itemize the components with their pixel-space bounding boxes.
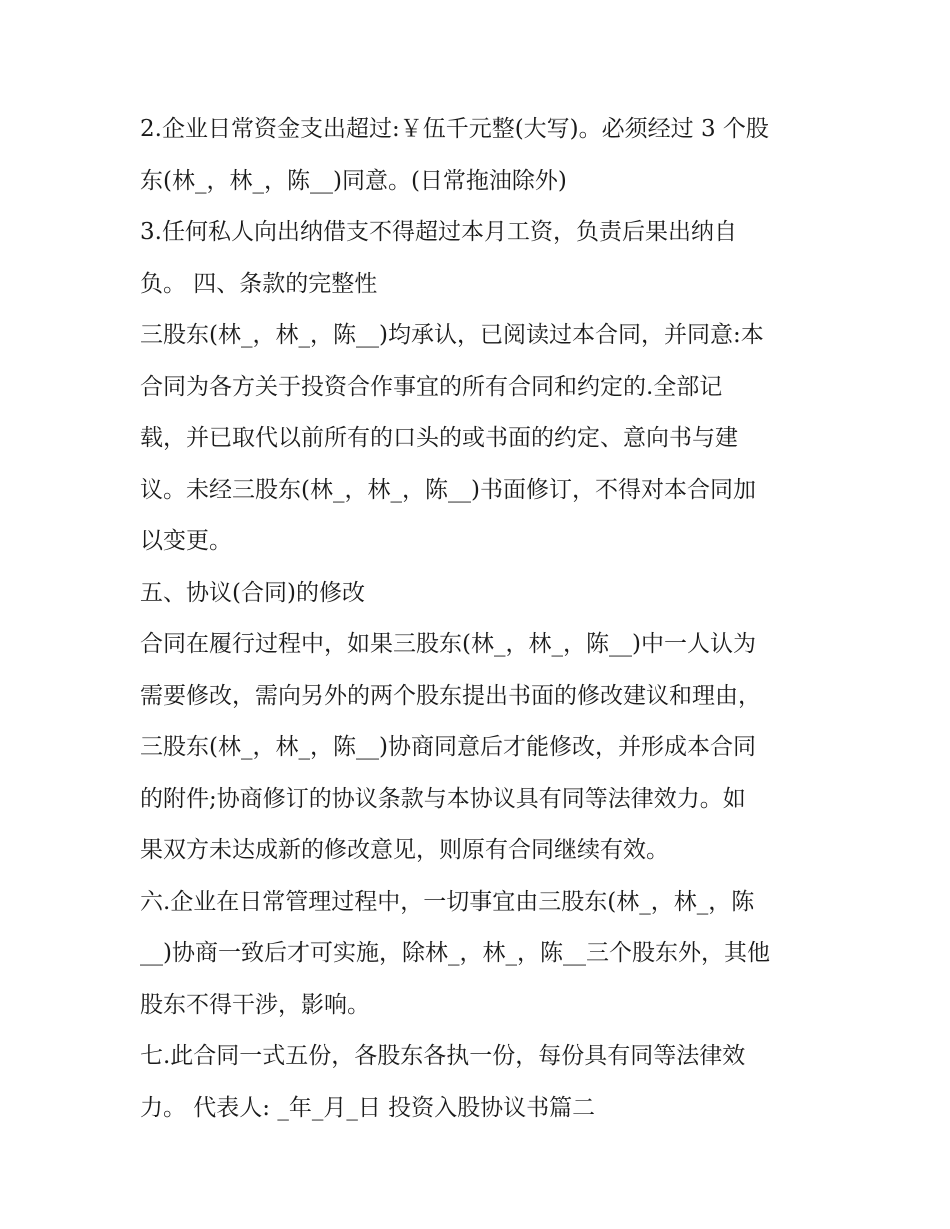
text-line-17: __)协商一致后才可实施，除林_，林_，陈__三个股东外，其他 — [140, 940, 770, 966]
section-heading-5: 五、协议(合同)的修改 — [140, 579, 365, 606]
text-line-19: 七.此合同一式五份，各股东各执一份，每份具有同等法律效 — [140, 1043, 746, 1069]
text-line-20: 力。 代表人: _年_月_日 投资入股协议书篇二 — [140, 1094, 596, 1121]
text-line-7: 载，并已取代以前所有的口头的或书面的约定、意向书与建 — [140, 425, 738, 451]
text-line-13: 三股东(林_，林_，陈__)协商同意后才能修改，并形成本合同 — [140, 734, 756, 760]
text-line-9: 以变更。 — [140, 528, 232, 554]
text-line-6: 合同为各方关于投资合作事宜的所有合同和约定的.全部记 — [140, 373, 723, 400]
text-line-2: 东(林_，林_，陈__)同意。(日常拖油除外) — [140, 167, 567, 194]
document-body — [140, 104, 820, 1134]
text-line-15: 果双方未达成新的修改意见，则原有合同继续有效。 — [140, 837, 669, 863]
text-line-4: 负。 四、条款的完整性 — [140, 270, 378, 297]
text-line-14: 的附件;协商修订的协议条款与本协议具有同等法律效力。如 — [140, 785, 746, 812]
text-line-16: 六.企业在日常管理过程中，一切事宜由三股东(林_，林_，陈 — [140, 888, 755, 915]
text-line-5: 三股东(林_，林_，陈__)均承认，已阅读过本合同，并同意:本 — [140, 322, 764, 348]
text-line-18: 股东不得干涉，影响。 — [140, 991, 370, 1018]
text-line-8: 议。未经三股东(林_，林_，陈__)书面修订，不得对本合同加 — [140, 476, 756, 503]
text-line-11: 合同在履行过程中，如果三股东(林_，林_，陈__)中一人认为 — [140, 631, 756, 657]
text-line-3: 3.任何私人向出纳借支不得超过本月工资，负责后果出纳自 — [140, 219, 737, 245]
text-line-12: 需要修改，需向另外的两个股东提出书面的修改建议和理由， — [140, 682, 761, 709]
text-line-1: 2.企业日常资金支出超过:￥伍千元整(大写)。必须经过 3 个股 — [140, 116, 769, 142]
